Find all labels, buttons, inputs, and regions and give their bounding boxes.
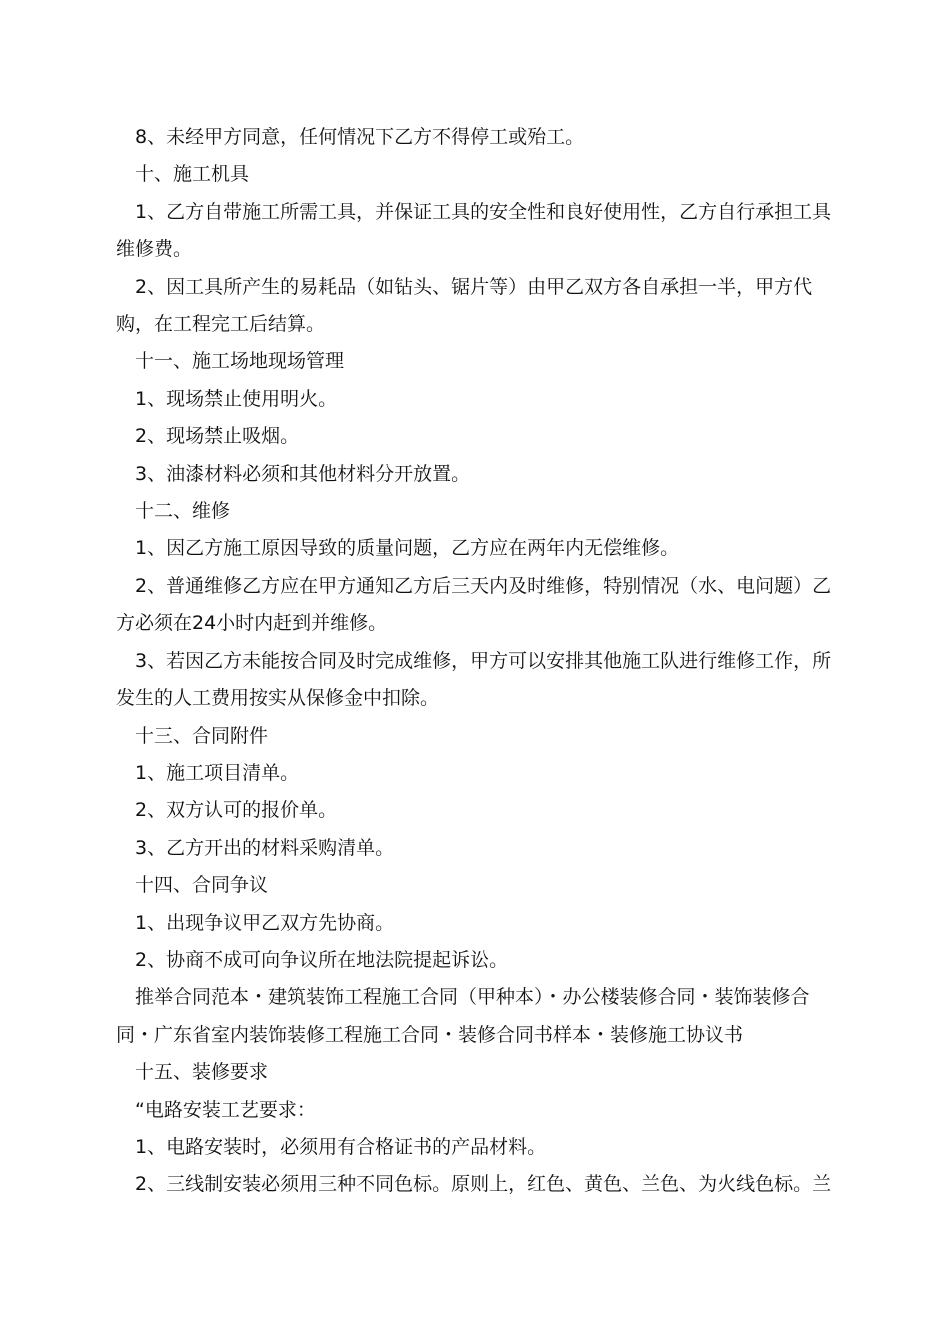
document-body	[116, 119, 842, 1204]
electrical-requirements-heading: “电路安装工艺要求：	[135, 1098, 316, 1121]
section-11-heading: 十一、施工场地现场管理	[135, 350, 345, 373]
clause-15-1-certified-materials: 1、电路安装时，必须用有合格证书的产品材料。	[135, 1135, 547, 1158]
clause-11-3-paint-storage: 3、油漆材料必须和其他材料分开放置。	[135, 462, 471, 485]
clause-14-2-litigation: 2、协商不成可向争议所在地法院提起诉讼。	[135, 948, 509, 971]
clause-8-no-work-stoppage: 8、未经甲方同意，任何情况下乙方不得停工或殆工。	[135, 126, 585, 148]
clause-14-1-negotiation: 1、出现争议甲乙双方先协商。	[135, 911, 395, 934]
clause-12-3-repair-cost: 3、若因乙方未能按合同及时完成维修，甲方可以安排其他施工队进行维修工作，所发生的人工费用按实从保修金中扣除。	[116, 649, 832, 710]
clause-12-1-warranty: 1、因乙方施工原因导致的质量问题，乙方应在两年内无偿维修。	[135, 537, 680, 560]
clause-13-1-item-list: 1、施工项目清单。	[135, 761, 300, 784]
clause-10-2-consumables: 2、因工具所产生的易耗品（如钻头、锯片等）由甲乙双方各自承担一半，甲方代购，在工程完工后结算。	[116, 275, 813, 336]
section-10-heading: 十、施工机具	[135, 163, 250, 186]
section-13-heading: 十三、合同附件	[135, 724, 269, 747]
clause-12-2-repair-response: 2、普通维修乙方应在甲方通知乙方后三天内及时维修，特别情况（水、电问题）乙方必须在24小时内赶到并维修。	[116, 574, 832, 635]
section-14-heading: 十四、合同争议	[135, 874, 269, 897]
clause-11-2-no-smoking: 2、现场禁止吸烟。	[135, 425, 300, 448]
clause-15-2-wire-colors: 2、三线制安装必须用三种不同色标。原则上，红色、黄色、兰色、为火线色标。兰	[135, 1173, 832, 1196]
section-15-heading: 十五、装修要求	[135, 1061, 269, 1084]
recommended-templates: 推举合同范本・建筑装饰工程施工合同（甲种本）・办公楼装修合同・装饰装修合同・广东省室内装饰装修工程施工合同・装修合同书样本・装修施工协议书	[116, 986, 810, 1046]
clause-13-2-quotation: 2、双方认可的报价单。	[135, 799, 338, 822]
section-12-heading: 十二、维修	[135, 500, 231, 523]
clause-10-1-tools: 1、乙方自带施工所需工具，并保证工具的安全性和良好使用性，乙方自行承担工具维修费。	[116, 200, 832, 261]
clause-13-3-material-list: 3、乙方开出的材料采购清单。	[135, 836, 395, 859]
clause-11-1-no-open-fire: 1、现场禁止使用明火。	[135, 387, 338, 410]
